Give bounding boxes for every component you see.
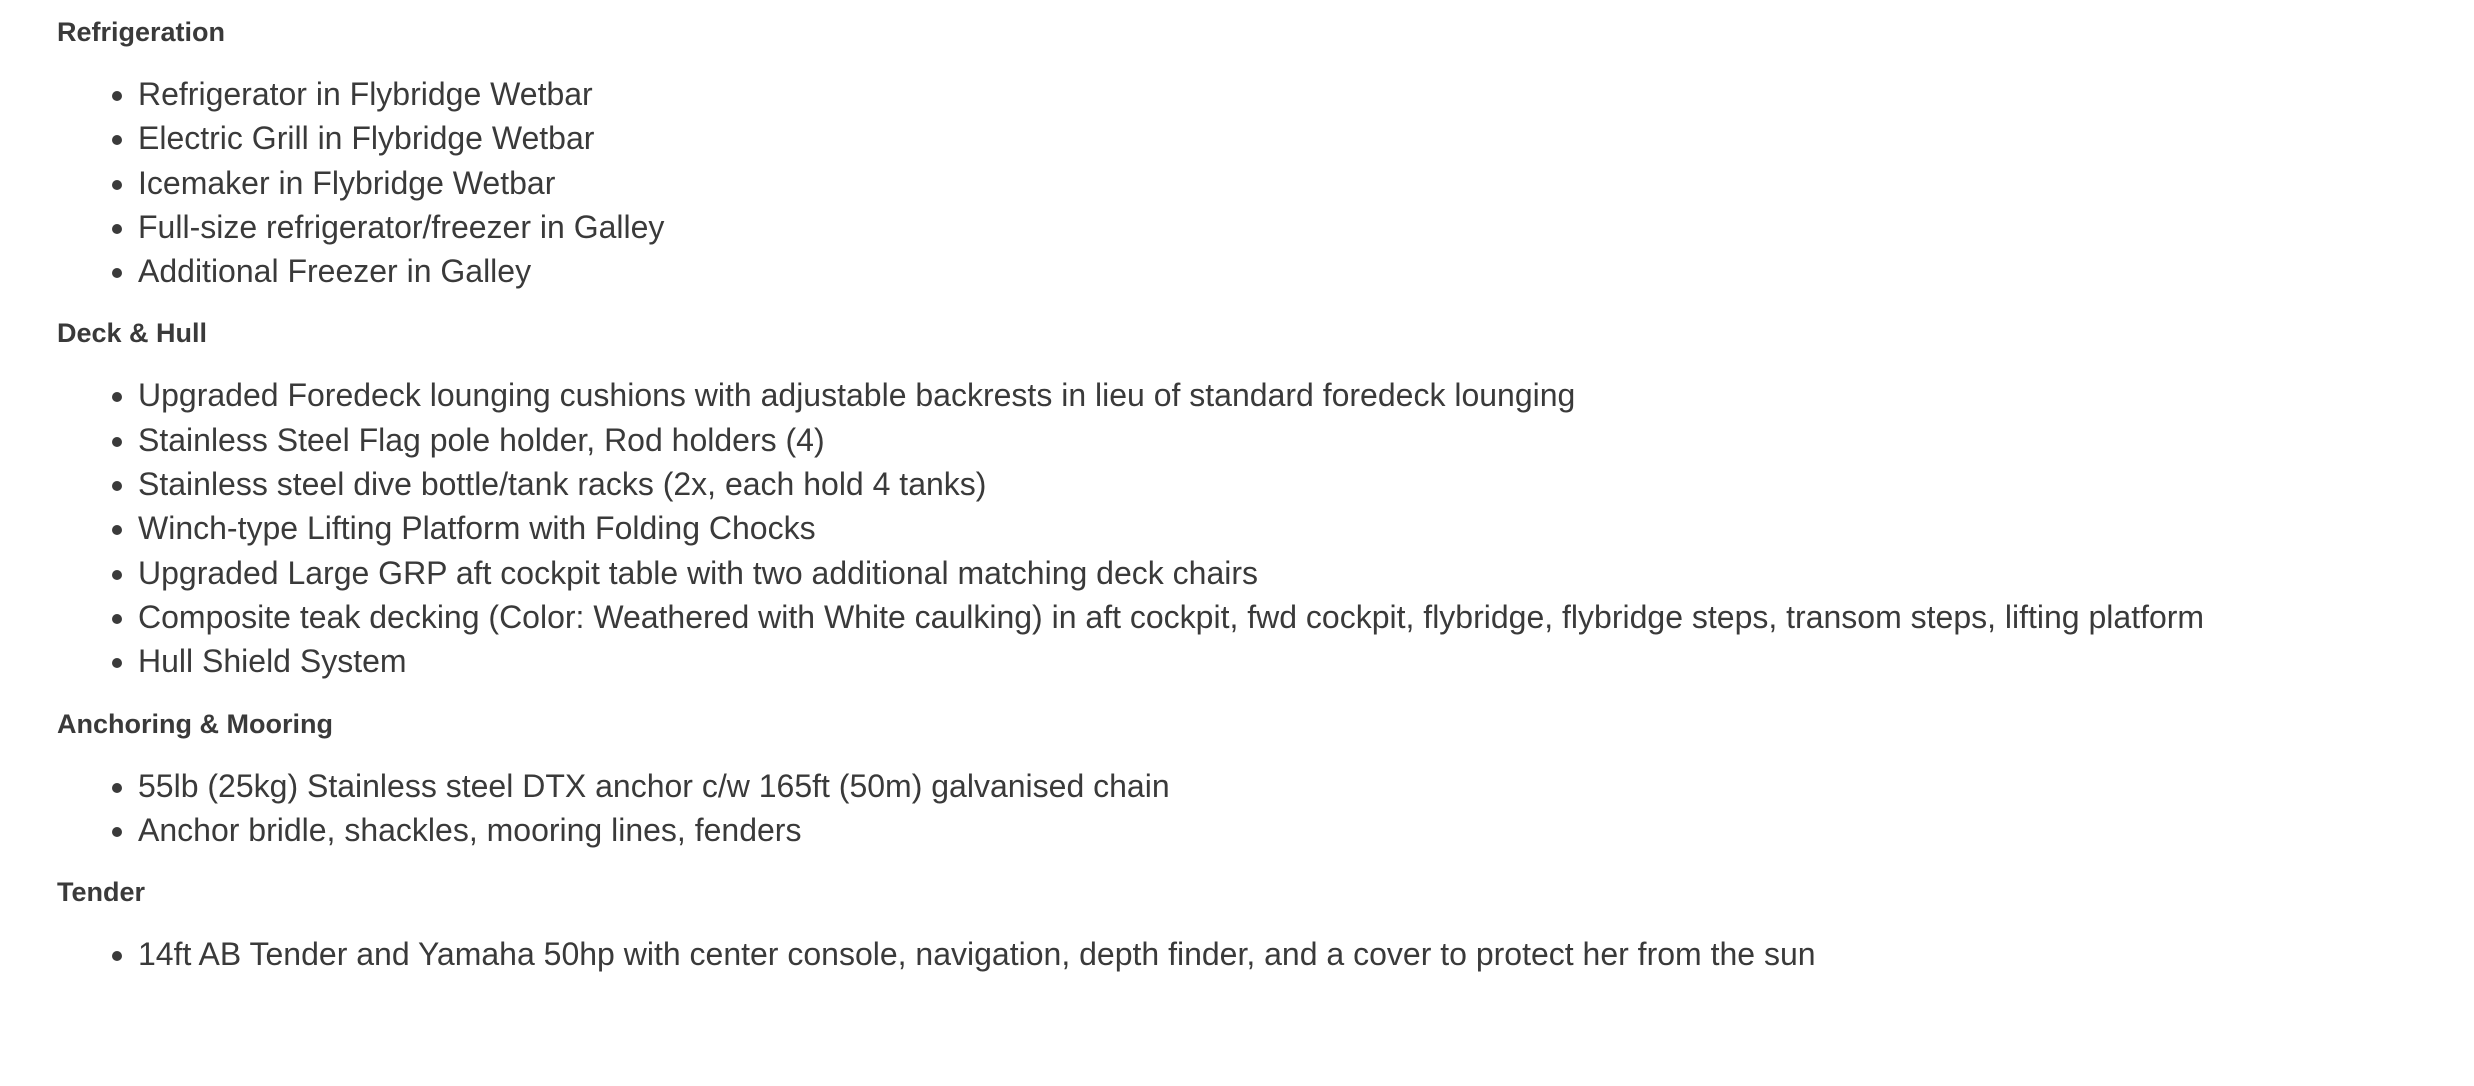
section-list xyxy=(57,932,2474,976)
section-list xyxy=(57,373,2474,683)
list-item: • Electric Grill in Flybridge Wetbar xyxy=(138,116,2474,160)
list-item: • Upgraded Large GRP aft cockpit table with two additional matching deck chairs xyxy=(138,551,2474,595)
section-heading: Anchoring & Mooring xyxy=(57,708,333,739)
list-item: • Stainless steel dive bottle/tank racks (2x, each hold 4 tanks) xyxy=(138,462,2474,506)
list-item: • Additional Freezer in Galley xyxy=(138,249,2474,293)
section-heading: Deck & Hull xyxy=(57,318,208,349)
section-deck-hull xyxy=(57,315,2474,683)
list-item: • Winch-type Lifting Platform with Folding Chocks xyxy=(138,506,2474,550)
list-item: • Hull Shield System xyxy=(138,639,2474,683)
list-item: • Stainless Steel Flag pole holder, Rod holders (4) xyxy=(138,418,2474,462)
list-item: • Upgraded Foredeck lounging cushions with adjustable backrests in lieu of standard foredeck lounging xyxy=(138,373,2474,417)
section-list xyxy=(57,72,2474,293)
list-item: • Full-size refrigerator/freezer in Galley xyxy=(138,205,2474,249)
list-item: • Composite teak decking (Color: Weathered with White caulking) in aft cockpit, fwd cockpit, flybridge, flybridge steps, transom steps, lifting platform xyxy=(138,595,2474,639)
section-tender xyxy=(57,874,2474,976)
section-list xyxy=(57,764,2474,853)
section-heading: Tender xyxy=(57,877,146,908)
list-item: • Refrigerator in Flybridge Wetbar xyxy=(138,72,2474,116)
section-anchoring-mooring xyxy=(57,706,2474,853)
section-refrigeration xyxy=(57,14,2474,293)
list-item: • 55lb (25kg) Stainless steel DTX anchor c/w 165ft (50m) galvanised chain xyxy=(138,764,2474,808)
list-item: • Anchor bridle, shackles, mooring lines, fenders xyxy=(138,808,2474,852)
section-heading: Refrigeration xyxy=(57,17,226,47)
list-item: • 14ft AB Tender and Yamaha 50hp with center console, navigation, depth finder, and a cover to protect her from the sun xyxy=(138,932,2474,976)
list-item: • Icemaker in Flybridge Wetbar xyxy=(138,161,2474,205)
